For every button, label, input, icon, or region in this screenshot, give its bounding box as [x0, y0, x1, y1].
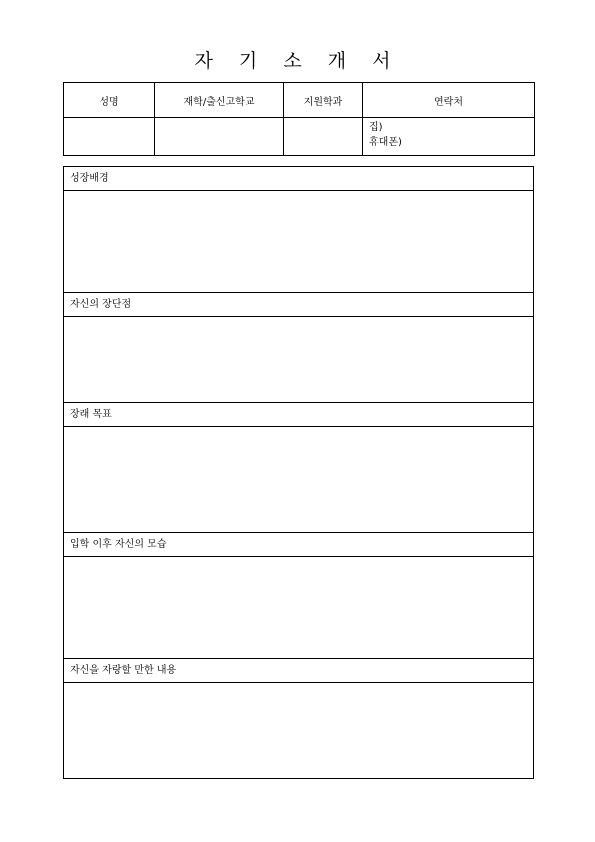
- section-body-background[interactable]: [64, 191, 533, 293]
- school-cell[interactable]: [155, 118, 284, 156]
- info-input-row: [64, 118, 535, 156]
- header-contact: 연락처: [363, 83, 535, 118]
- section-body-after-admission[interactable]: [64, 557, 533, 659]
- section-label-after-admission: 입학 이후 자신의 모습: [64, 533, 533, 557]
- section-label-background: 성장배경: [64, 167, 533, 191]
- section-body-future-goals[interactable]: [64, 427, 533, 533]
- section-label-future-goals: 장래 목표: [64, 403, 533, 427]
- contact-mobile-label: 휴대폰): [369, 137, 402, 148]
- contact-home-label: 집): [369, 122, 383, 133]
- document-title: 자 기 소 개 서: [194, 50, 401, 72]
- section-body-strengths[interactable]: [64, 317, 533, 403]
- header-name: 성명: [64, 83, 155, 118]
- info-header-row: [64, 83, 535, 118]
- contact-cell[interactable]: [363, 118, 535, 156]
- department-cell[interactable]: [284, 118, 363, 156]
- essay-sections: [63, 166, 534, 779]
- header-school: 재학/출신고학교: [155, 83, 284, 118]
- header-department: 지원학과: [284, 83, 363, 118]
- applicant-info-table: [63, 82, 535, 156]
- section-body-proud-of[interactable]: [64, 683, 533, 778]
- section-label-proud-of: 자신을 자랑할 만한 내용: [64, 659, 533, 683]
- name-cell[interactable]: [64, 118, 155, 156]
- section-label-strengths: 자신의 장단점: [64, 293, 533, 317]
